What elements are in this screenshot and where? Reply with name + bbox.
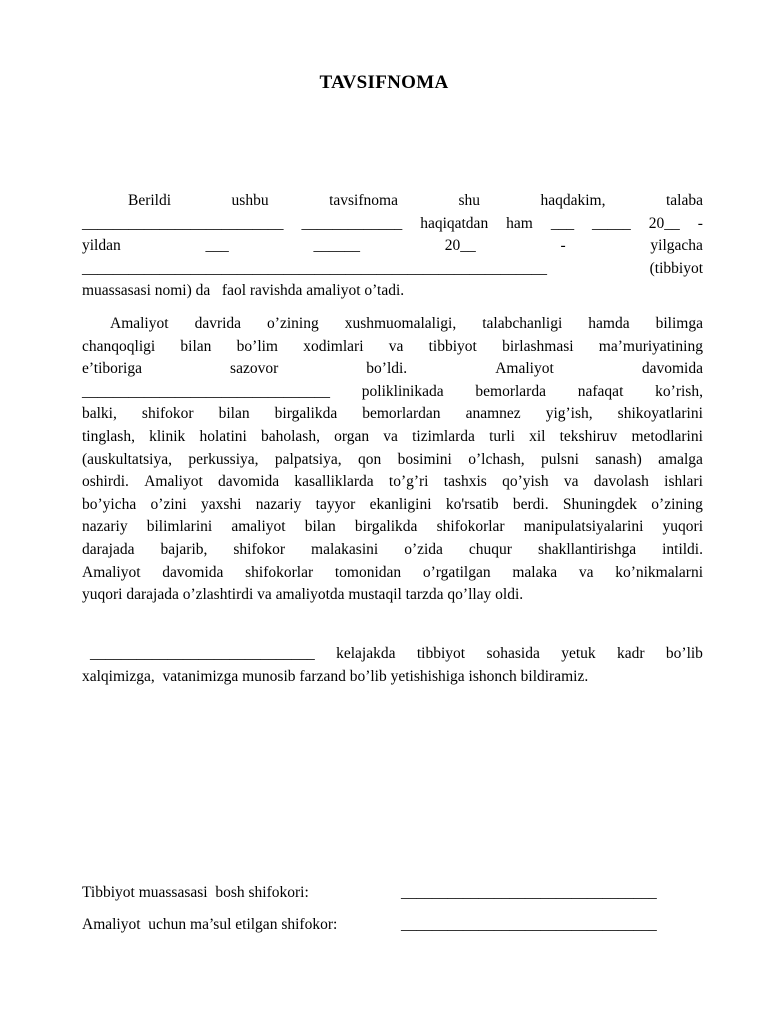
- word: turli: [489, 427, 515, 445]
- paragraph-line: [82, 213, 703, 236]
- word: 20__: [648, 214, 680, 232]
- word: birlashmasi: [502, 337, 574, 355]
- word: xil: [529, 427, 546, 445]
- word: to’g’ri: [388, 473, 429, 491]
- word: bilan: [180, 337, 212, 355]
- word: ko'rsatib: [445, 495, 499, 513]
- paragraph-line: [82, 449, 703, 472]
- word: davolash: [593, 473, 649, 491]
- word: holatini: [199, 427, 247, 445]
- paragraph-line: [82, 235, 703, 258]
- paragraph-practice: [82, 313, 703, 607]
- word: nafaqat: [577, 382, 624, 400]
- paragraph-line: [82, 381, 703, 404]
- word: 20__: [444, 237, 476, 255]
- word: Amaliyot: [110, 315, 169, 332]
- word: ____________________________________________________________: [82, 259, 547, 277]
- paragraph-line: [82, 403, 703, 426]
- word: palpatsiya,: [274, 450, 342, 468]
- word: birgalikda: [274, 405, 338, 423]
- word: metodlarini: [631, 427, 703, 445]
- word: xodimlari: [303, 337, 364, 355]
- word: hamda: [588, 315, 630, 332]
- signature-row-head-doctor: [82, 884, 703, 906]
- word: bilimga: [655, 315, 703, 332]
- word: va: [563, 473, 579, 491]
- word: e’tiboriga: [82, 360, 142, 378]
- word: va: [578, 563, 594, 581]
- head-doctor-label: Tibbiyot muassasasi bosh shifokori:: [82, 884, 309, 901]
- word: bemorlarda: [475, 382, 546, 400]
- word: davomida: [641, 360, 703, 378]
- word: baholash,: [260, 427, 320, 445]
- word: Amaliyot: [495, 360, 554, 378]
- word: ___: [550, 214, 575, 232]
- paragraph-line: [82, 471, 703, 494]
- paragraph-line: muassasasi nomi) da faol ravishda amaliyot o’tadi.: [82, 282, 405, 300]
- signature-row-responsible-doctor: [82, 916, 703, 938]
- word: kasalliklarda: [294, 473, 374, 491]
- word: va: [383, 427, 398, 445]
- word: Berildi: [128, 192, 172, 209]
- paragraph-line: [82, 494, 703, 517]
- paragraph-line: xalqimizga, vatanimizga munosib farzand bo’lib yetishishiga ishonch bildiramiz.: [82, 667, 589, 685]
- word: bosimini: [397, 450, 452, 468]
- word: pulsni: [541, 450, 579, 468]
- word: tayyor: [315, 495, 356, 513]
- word: shikoyatlarini: [617, 405, 703, 423]
- word: yuqori: [662, 518, 703, 536]
- word: bajarib,: [160, 540, 208, 558]
- word: amaliyot: [231, 518, 286, 536]
- word: chuqur: [468, 540, 512, 558]
- word: _____: [592, 214, 631, 232]
- word: qo’yish: [502, 473, 549, 491]
- word: birgalikda: [354, 518, 418, 536]
- word: ________________________________: [82, 382, 330, 400]
- paragraph-line: [82, 258, 703, 281]
- word: sohasida: [486, 645, 540, 662]
- word: manipulatsiyalarini: [523, 518, 644, 536]
- word: tomonidan: [334, 563, 402, 581]
- paragraph-line: yuqori darajada o’zlashtirdi va amaliyotda mustaqil tarzda qo’llay oldi.: [82, 586, 524, 604]
- word: nazariy: [82, 518, 128, 536]
- word: intildi.: [662, 540, 703, 558]
- paragraph-line: [82, 358, 703, 381]
- word: kelajakda: [336, 645, 396, 662]
- word: o’rgatilgan: [422, 563, 491, 581]
- paragraph-line: [82, 643, 703, 666]
- word: ekanligini: [369, 495, 432, 513]
- word: tibbiyot: [416, 645, 466, 662]
- word: bo’ldi.: [366, 360, 408, 378]
- word: bo’lim: [236, 337, 278, 355]
- word: shifokor: [141, 405, 194, 423]
- paragraph-line: [82, 539, 703, 562]
- responsible-doctor-signature-line: _________________________________: [401, 916, 657, 933]
- word: ham: [506, 214, 533, 232]
- paragraph-conclusion: [82, 643, 703, 688]
- word: chanqoqligi: [82, 337, 156, 355]
- word: xushmuomalaligi,: [344, 315, 457, 332]
- word: yaxshi: [200, 495, 242, 513]
- word: tavsifnoma: [329, 192, 398, 209]
- word: kadr: [617, 645, 645, 662]
- word: bo’yicha: [82, 495, 137, 513]
- word: ko’rish,: [655, 382, 703, 400]
- word: malaka: [512, 563, 558, 581]
- word: bilan: [304, 518, 336, 536]
- word: bilimlarini: [146, 518, 213, 536]
- responsible-doctor-label: Amaliyot uchun ma’sul etilgan shifokor:: [82, 916, 338, 933]
- word: bo’lib: [665, 645, 703, 662]
- word: yildan: [82, 237, 121, 255]
- word: shifokorlar: [245, 563, 314, 581]
- word: ___: [205, 237, 229, 255]
- paragraph-line: [82, 313, 703, 336]
- word: darajada: [82, 540, 135, 558]
- word: poliklinikada: [361, 382, 444, 400]
- word: Amaliyot: [144, 473, 203, 491]
- word: nazariy: [255, 495, 302, 513]
- word: -: [697, 214, 703, 232]
- word: amalga: [658, 450, 703, 468]
- word: tizimlarda: [412, 427, 475, 445]
- word: o’zining: [267, 315, 319, 332]
- word: talabchanligi: [482, 315, 563, 332]
- word: ______: [313, 237, 360, 255]
- word: tinglash,: [82, 427, 135, 445]
- word: berdi.: [512, 495, 549, 513]
- word: __________________________: [82, 214, 284, 232]
- word: ushbu: [231, 192, 269, 209]
- word: tashxis: [443, 473, 487, 491]
- word: va: [388, 337, 404, 355]
- paragraph-line: [82, 190, 703, 213]
- word: qon: [357, 450, 382, 468]
- word: bemorlardan: [362, 405, 441, 423]
- word: balki,: [82, 405, 117, 423]
- word: tekshiruv: [559, 427, 618, 445]
- word: o’zini: [150, 495, 187, 513]
- word: sanash): [595, 450, 642, 468]
- word: shakllantirishga: [537, 540, 637, 558]
- word: tibbiyot: [428, 337, 477, 355]
- paragraph-line: [82, 516, 703, 539]
- word: sazovor: [230, 360, 279, 378]
- word: o’zining: [651, 495, 703, 513]
- word: klinik: [149, 427, 186, 445]
- word: ishlari: [664, 473, 703, 491]
- word: shifokor: [233, 540, 286, 558]
- word: shu: [458, 192, 480, 209]
- paragraph-line: [82, 426, 703, 449]
- word: malakasini: [311, 540, 379, 558]
- word: ma’muriyatining: [598, 337, 703, 355]
- document-title: TAVSIFNOMA: [319, 72, 449, 93]
- word: ko’nikmalarni: [615, 563, 703, 581]
- word: oshirdi.: [82, 473, 129, 491]
- word: shifokorlar: [436, 518, 505, 536]
- word: davomida: [162, 563, 224, 581]
- word: (tibbiyot: [649, 259, 703, 277]
- word: Amaliyot: [82, 563, 141, 581]
- word: anamnez: [465, 405, 521, 423]
- paragraph-intro: [82, 190, 703, 303]
- word: bilan: [218, 405, 250, 423]
- word: o’lchash,: [468, 450, 525, 468]
- word: davrida: [194, 315, 242, 332]
- word: talaba: [665, 192, 703, 209]
- word: (auskultatsiya,: [82, 450, 172, 468]
- head-doctor-signature-line: _________________________________: [401, 884, 657, 901]
- word: _____________________________: [90, 645, 315, 662]
- word: _____________: [301, 214, 403, 232]
- word: yig’ish,: [545, 405, 593, 423]
- word: haqiqatdan: [420, 214, 489, 232]
- word: perkussiya,: [188, 450, 259, 468]
- word: -: [560, 237, 566, 255]
- word: organ: [334, 427, 370, 445]
- word: yetuk: [561, 645, 596, 662]
- word: davomida: [218, 473, 280, 491]
- word: Shuningdek: [562, 495, 637, 513]
- paragraph-line: [82, 562, 703, 585]
- word: o’zida: [404, 540, 443, 558]
- paragraph-line: [82, 336, 703, 359]
- word: haqdakim,: [540, 192, 606, 209]
- word: yilgacha: [650, 237, 703, 255]
